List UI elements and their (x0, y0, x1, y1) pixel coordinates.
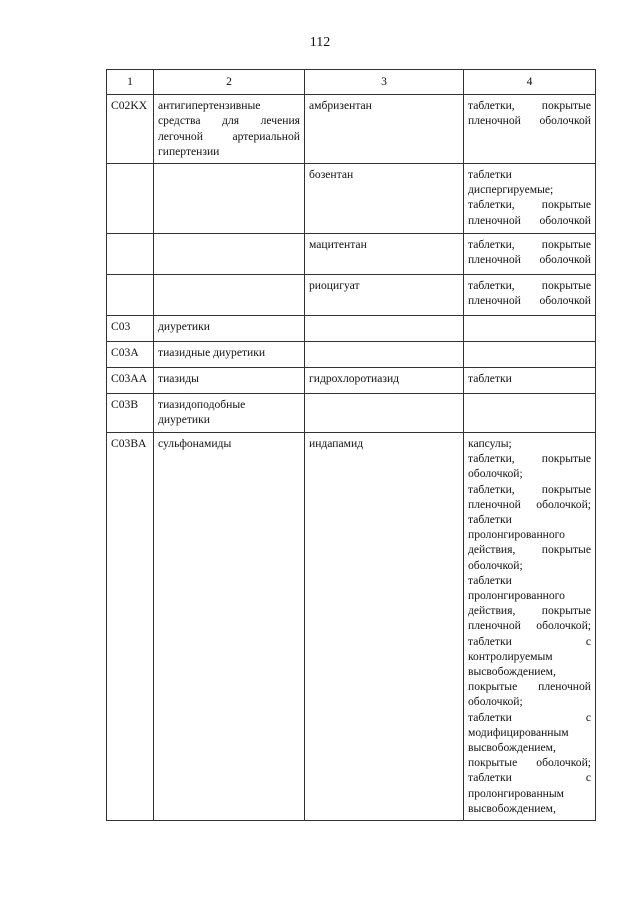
dosage-form-line: пленочной оболочкой (468, 114, 591, 128)
dosage-forms-cell (464, 275, 596, 316)
group-name-cell: тиазиды (154, 368, 305, 394)
table-row (107, 433, 596, 821)
dosage-form-line: таблетки, покрытые (468, 99, 591, 113)
table-row (107, 234, 596, 275)
group-name-cell: тиазидоподобные диуретики (154, 394, 305, 433)
dosage-form-line: таблетки (468, 513, 512, 527)
dosage-form-line: таблетки (468, 372, 512, 386)
group-name-cell (154, 275, 305, 316)
dosage-forms-cell (464, 433, 596, 821)
dosage-form-line: пленочной оболочкой; (468, 619, 591, 633)
dosage-form-line: таблетки, покрытые (468, 238, 591, 252)
page-number: 112 (309, 35, 331, 50)
atc-code-cell: C03A (107, 342, 154, 368)
table-row (107, 275, 596, 316)
drug-name-cell (305, 394, 464, 433)
drug-name-cell: амбризентан (305, 95, 464, 164)
dosage-form-line: пролонгированного (468, 528, 565, 542)
table-row (107, 394, 596, 433)
dosage-form-line: контролируемым (468, 649, 553, 663)
drug-name-cell: риоцигуат (305, 275, 464, 316)
atc-code-cell: C03B (107, 394, 154, 433)
group-name-cell: диуретики (154, 316, 305, 342)
dosage-forms-cell (464, 342, 596, 368)
dosage-form-line: пленочной оболочкой; (468, 497, 591, 511)
drug-table (106, 69, 596, 821)
dosage-form-line: покрытые пленочной (468, 680, 591, 694)
dosage-form-line: высвобождением, (468, 801, 556, 815)
group-name-cell (154, 234, 305, 275)
dosage-form-line: оболочкой; (468, 695, 523, 709)
group-name-cell (154, 164, 305, 234)
dosage-form-line: модифицированным (468, 725, 569, 739)
header-cell-group: 2 (154, 70, 305, 95)
drug-name-cell: мацитентан (305, 234, 464, 275)
table-row (107, 164, 596, 234)
dosage-form-line: капсулы; (468, 437, 512, 451)
dosage-form-line: таблетки, покрытые (468, 482, 591, 496)
group-name-cell: тиазидные диуретики (154, 342, 305, 368)
dosage-form-line: таблетки, покрытые (468, 452, 591, 466)
drug-name-cell (305, 342, 464, 368)
atc-code-cell: C03 (107, 316, 154, 342)
dosage-form-line: оболочкой; (468, 467, 523, 481)
atc-code-cell (107, 234, 154, 275)
drug-name-cell: индапамид (305, 433, 464, 821)
group-name-cell: сульфонамиды (154, 433, 305, 821)
dosage-form-line: пленочной оболочкой (468, 253, 591, 267)
table-row (107, 95, 596, 164)
header-cell-code: 1 (107, 70, 154, 95)
drug-name-cell (305, 316, 464, 342)
dosage-form-line: пленочной оболочкой (468, 213, 591, 227)
dosage-form-line: оболочкой; (468, 558, 523, 572)
dosage-form-line: таблетки (468, 573, 512, 587)
dosage-forms-cell (464, 394, 596, 433)
dosage-form-line: диспергируемые; (468, 183, 554, 197)
dosage-form-line: покрытые оболочкой; (468, 756, 591, 770)
dosage-forms-cell (464, 164, 596, 234)
table-row (107, 368, 596, 394)
dosage-form-line: таблетки с (468, 771, 591, 785)
dosage-form-line: высвобождением, (468, 665, 556, 679)
atc-code-cell: C02KX (107, 95, 154, 164)
header-cell-forms: 4 (464, 70, 596, 95)
dosage-form-line: таблетки, покрытые (468, 279, 591, 293)
table-row (107, 342, 596, 368)
dosage-form-line: таблетки с (468, 634, 591, 648)
table-row (107, 316, 596, 342)
dosage-form-line: таблетки, покрытые (468, 198, 591, 212)
dosage-form-line: таблетки с (468, 710, 591, 724)
dosage-forms-cell (464, 316, 596, 342)
atc-code-cell (107, 275, 154, 316)
dosage-forms-cell (464, 368, 596, 394)
atc-code-cell: C03BA (107, 433, 154, 821)
atc-code-cell: C03AA (107, 368, 154, 394)
dosage-form-line: пролонгированного (468, 589, 565, 603)
drug-name-cell: гидрохлоротиазид (305, 368, 464, 394)
dosage-form-line: действия, покрытые (468, 604, 591, 618)
atc-code-cell (107, 164, 154, 234)
dosage-forms-cell (464, 95, 596, 164)
dosage-form-line: пролонгированным (468, 786, 564, 800)
dosage-form-line: высвобождением, (468, 741, 556, 755)
drug-name-cell: бозентан (305, 164, 464, 234)
header-cell-drug: 3 (305, 70, 464, 95)
dosage-forms-cell (464, 234, 596, 275)
dosage-form-line: таблетки (468, 168, 512, 182)
dosage-form-line: пленочной оболочкой (468, 294, 591, 308)
header-row (107, 70, 596, 95)
group-name-cell: антигипертензивные средства для лечения легочной артериальной гипертензии (154, 95, 305, 164)
dosage-form-line: действия, покрытые (468, 543, 591, 557)
